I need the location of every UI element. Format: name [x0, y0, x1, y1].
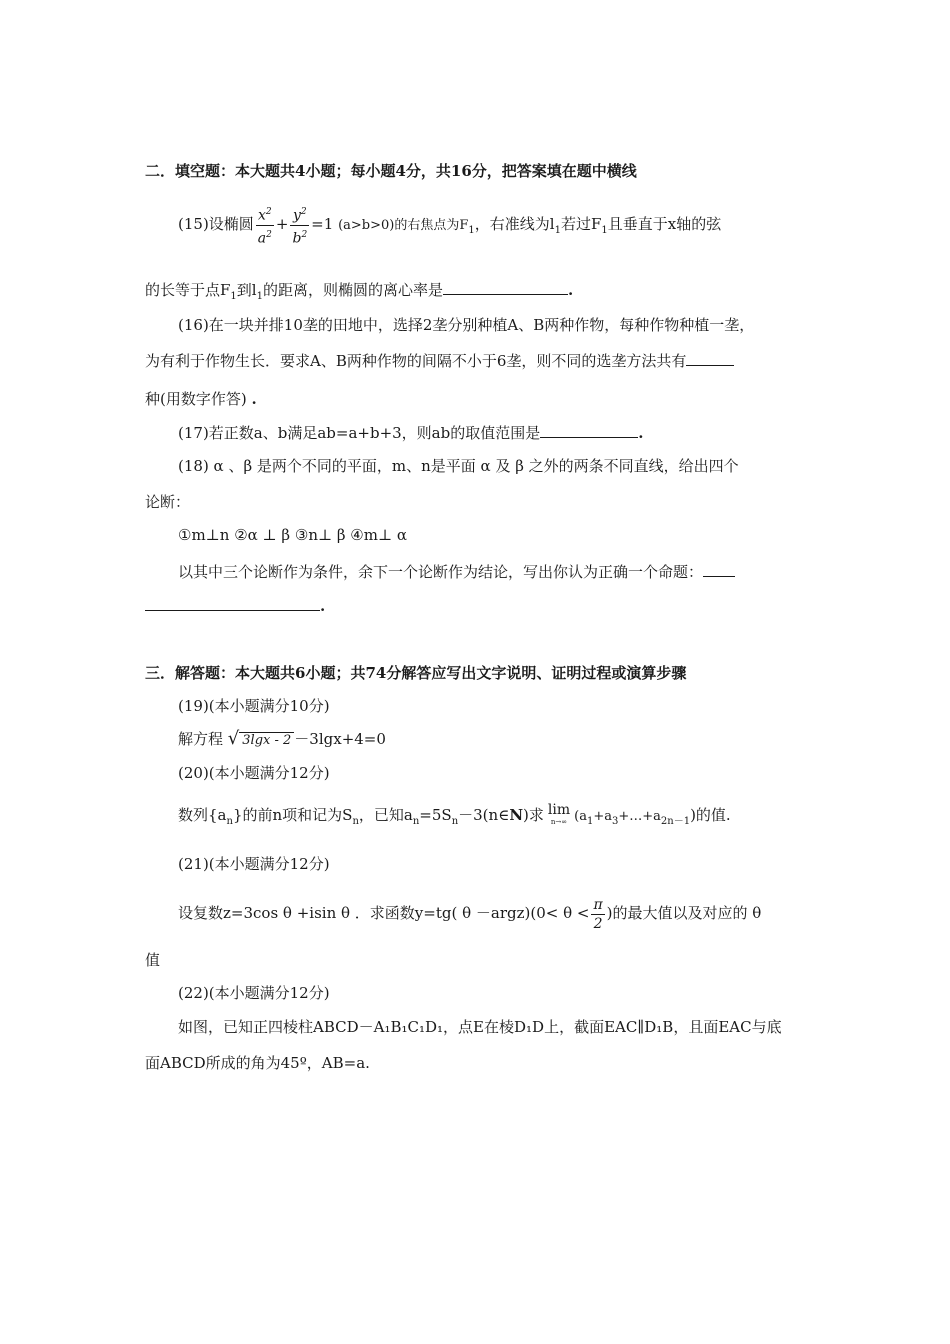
question-22-title: (22)(本小题满分12分)	[178, 984, 330, 1002]
question-17: (17)若正数a、b满足ab=a+b+3，则ab的取值范围是 .	[178, 424, 644, 442]
sqrt-expression: √ 3lgx - 2	[228, 729, 295, 749]
question-16-line-2: 为有利于作物生长．要求A、B两种作物的间隔不小于6垄，则不同的选垄方法共有	[145, 351, 734, 371]
fraction-x2-a2: $\frac{x^2}{a^2}$	[256, 203, 274, 247]
question-20-body: 数列$\{a_n\}$的前n项和记为$S_n$，已知$a_n=5S_n-3(n\in N)$求 lim n→∞ $(a_1+a_3+\dots+a_{2n-1})$的值.	[178, 802, 731, 827]
question-21-title: (21)(本小题满分12分)	[178, 855, 330, 873]
question-21-body: 设复数z=3cos θ +isin θ ．求函数y=tg( θ －argz)(0< θ < $\frac{\pi}{2}$ )的最大值以及对应的 θ	[178, 896, 762, 932]
question-18-line-4: 以其中三个论断作为条件，余下一个论断作为结论，写出你认为正确一个命题：	[178, 562, 735, 582]
question-22-line-2: 面ABCD所成的角为45º，AB=a.	[145, 1054, 370, 1072]
answer-blank-17[interactable]	[540, 423, 638, 438]
question-16-line-1: (16)在一块并排10垄的田地中，选择2垄分别种植A、B两种作物，每种作物种植一垄，	[178, 316, 755, 334]
fraction-y2-b2: $\frac{y^2}{b^2}$	[290, 203, 309, 247]
section-2-heading: 二．填空题：本大题共4小题；每小题4分，共16分，把答案填在题中横线	[145, 162, 637, 180]
limit-symbol: lim n→∞	[547, 802, 571, 826]
answer-blank-15[interactable]	[443, 280, 568, 295]
answer-blank-18-b[interactable]	[145, 596, 320, 611]
answer-blank-16[interactable]	[686, 351, 734, 366]
question-19-title: (19)(本小题满分10分)	[178, 697, 330, 715]
question-22-line-1: 如图，已知正四棱柱ABCD－A₁B₁C₁D₁，点E在棱D₁D上，截面EAC∥D₁B，且面EAC与底	[178, 1018, 782, 1036]
question-15-line-1: (15)设椭圆 $\frac{x^2}{a^2}$ + $\frac{y^2}{b^2}$ =1 (a>b>0)的右焦点为$F_1$，右准线为$l_1$若过$F_1$且垂直于x轴的弦	[178, 203, 721, 251]
question-20-title: (20)(本小题满分12分)	[178, 764, 330, 782]
answer-blank-18-a[interactable]	[703, 562, 735, 577]
question-18-line-5: .	[145, 596, 325, 616]
question-19-equation: 解方程 √ 3lgx - 2 －3lgx+4=0	[178, 728, 386, 749]
question-18-assertions: ①m⊥n ②α ⊥ β ③n⊥ β ④m⊥ α	[178, 526, 407, 544]
question-15-line-2: 的长等于点$F_1$到$l_1$的距离，则椭圆的离心率是 .	[145, 281, 574, 302]
fraction-pi-over-2: $\frac{\pi}{2}$	[593, 896, 603, 932]
question-18-line-1: (18) α 、β 是两个不同的平面，m、n是平面 α 及 β 之外的两条不同直线，给出四个	[178, 457, 739, 475]
question-21-line-2: 值	[145, 951, 161, 969]
section-3-heading: 三．解答题：本大题共6小题；共74分解答应写出文字说明、证明过程或演算步骤	[145, 664, 687, 682]
question-18-line-2: 论断：	[145, 493, 191, 511]
question-16-line-3: 种(用数字作答) .	[145, 390, 257, 408]
